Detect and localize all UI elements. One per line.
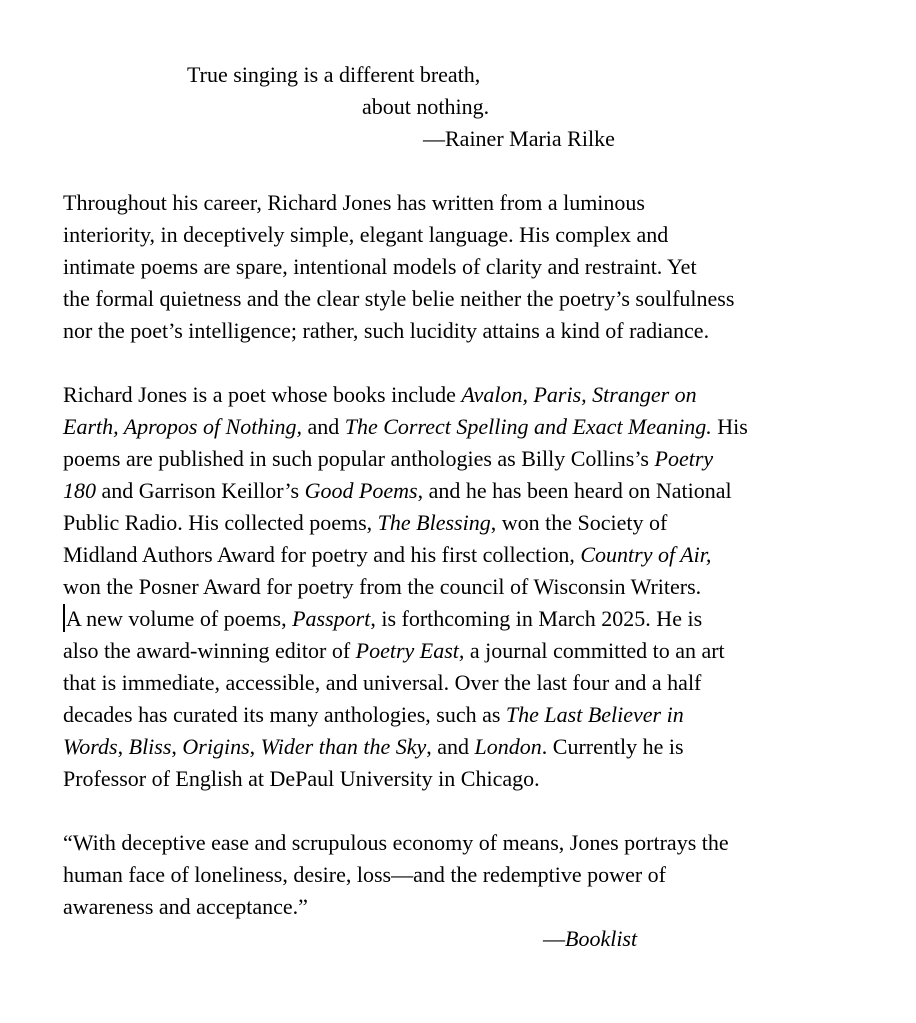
- text-line[interactable]: [63, 315, 888, 347]
- text-line[interactable]: [63, 731, 888, 763]
- text-line[interactable]: [63, 667, 888, 699]
- text-line[interactable]: [63, 187, 888, 219]
- italic-text-segment[interactable]: The Last Believer in: [505, 702, 684, 727]
- text-segment[interactable]: human face of loneliness, desire, loss—and the redemptive power of: [63, 862, 666, 887]
- text-segment[interactable]: Public Radio. His collected poems,: [63, 510, 378, 535]
- text-segment[interactable]: His: [711, 414, 748, 439]
- text-line[interactable]: [63, 827, 888, 859]
- text-segment[interactable]: decades has curated its many anthologies, such as: [63, 702, 506, 727]
- text-segment[interactable]: —Rainer Maria Rilke: [423, 126, 615, 151]
- text-segment[interactable]: a journal committed to an art: [464, 638, 725, 663]
- italic-text-segment[interactable]: Origins: [182, 734, 250, 759]
- text-line[interactable]: [63, 603, 888, 635]
- italic-text-segment[interactable]: Wider than the Sky: [260, 734, 427, 759]
- italic-text-segment[interactable]: Country of Air,: [580, 542, 712, 567]
- text-segment[interactable]: . Currently he is: [541, 734, 684, 759]
- italic-text-segment[interactable]: Earth, Apropos of Nothing,: [63, 414, 302, 439]
- text-line[interactable]: [63, 763, 888, 795]
- text-line[interactable]: [63, 283, 888, 315]
- text-segment[interactable]: awareness and acceptance.”: [63, 894, 308, 919]
- text-line[interactable]: [63, 91, 888, 123]
- text-segment[interactable]: won the Posner Award for poetry from the council of Wisconsin Writers.: [63, 574, 702, 599]
- text-line[interactable]: [63, 571, 888, 603]
- text-line[interactable]: [63, 251, 888, 283]
- text-segment[interactable]: Professor of English at DePaul University in Chicago.: [63, 766, 540, 791]
- text-segment[interactable]: —: [543, 926, 565, 951]
- italic-text-segment[interactable]: London: [474, 734, 542, 759]
- text-segment[interactable]: , is forthcoming in March 2025. He is: [370, 606, 703, 631]
- review-quote[interactable]: [63, 827, 888, 955]
- text-segment[interactable]: ,: [117, 734, 129, 759]
- text-segment[interactable]: True singing is a different breath,: [187, 62, 481, 87]
- text-segment[interactable]: poems are published in such popular anthologies as Billy Collins’s: [63, 446, 655, 471]
- text-segment[interactable]: , won the Society of: [490, 510, 668, 535]
- text-line[interactable]: [63, 59, 888, 91]
- italic-text-segment[interactable]: Poetry East,: [355, 638, 465, 663]
- text-segment[interactable]: ,: [249, 734, 261, 759]
- text-line[interactable]: [63, 891, 888, 923]
- text-segment[interactable]: “With deceptive ease and scrupulous economy of means, Jones portrays the: [63, 830, 729, 855]
- bio-paragraph-1[interactable]: [63, 187, 888, 347]
- text-line[interactable]: [63, 539, 888, 571]
- text-segment[interactable]: Throughout his career, Richard Jones has written from a luminous: [63, 190, 645, 215]
- text-line[interactable]: [63, 859, 888, 891]
- italic-text-segment[interactable]: Bliss: [128, 734, 172, 759]
- text-line[interactable]: [63, 219, 888, 251]
- text-segment[interactable]: Richard Jones is a poet whose books include: [63, 382, 462, 407]
- text-line[interactable]: [63, 411, 888, 443]
- epigraph[interactable]: [63, 59, 888, 155]
- text-line[interactable]: [63, 443, 888, 475]
- italic-text-segment[interactable]: The Blessing: [377, 510, 491, 535]
- text-segment[interactable]: intimate poems are spare, intentional models of clarity and restraint. Yet: [63, 254, 697, 279]
- italic-text-segment[interactable]: Booklist: [565, 926, 638, 951]
- text-segment[interactable]: ,: [171, 734, 183, 759]
- italic-text-segment[interactable]: The Correct Spelling and Exact Meaning.: [344, 414, 712, 439]
- italic-text-segment[interactable]: Avalon, Paris, Stranger on: [461, 382, 697, 407]
- review-attribution[interactable]: [63, 923, 888, 955]
- text-line[interactable]: [63, 475, 888, 507]
- text-segment[interactable]: and: [301, 414, 345, 439]
- text-segment[interactable]: the formal quietness and the clear style belie neither the poetry’s soulfulness: [63, 286, 735, 311]
- text-line[interactable]: [63, 507, 888, 539]
- bio-paragraph-2[interactable]: [63, 379, 888, 795]
- text-line[interactable]: [63, 379, 888, 411]
- text-line[interactable]: [63, 699, 888, 731]
- epigraph-attribution[interactable]: [63, 123, 888, 155]
- text-cursor-caret: [63, 604, 65, 632]
- text-segment[interactable]: interiority, in deceptively simple, elegant language. His complex and: [63, 222, 669, 247]
- text-segment[interactable]: , and: [426, 734, 475, 759]
- text-line[interactable]: [63, 635, 888, 667]
- text-segment[interactable]: A new volume of poems,: [66, 606, 293, 631]
- italic-text-segment[interactable]: Passport: [292, 606, 371, 631]
- text-segment[interactable]: , and he has been heard on National: [417, 478, 732, 503]
- italic-text-segment[interactable]: Words: [63, 734, 118, 759]
- italic-text-segment[interactable]: Poetry: [654, 446, 714, 471]
- italic-text-segment[interactable]: 180: [63, 478, 96, 503]
- text-segment[interactable]: and Garrison Keillor’s: [96, 478, 305, 503]
- text-segment[interactable]: that is immediate, accessible, and universal. Over the last four and a half: [63, 670, 702, 695]
- italic-text-segment[interactable]: Good Poems: [304, 478, 418, 503]
- text-segment[interactable]: Midland Authors Award for poetry and his first collection,: [63, 542, 581, 567]
- text-segment[interactable]: also the award-winning editor of: [63, 638, 356, 663]
- text-segment[interactable]: about nothing.: [362, 94, 490, 119]
- text-segment[interactable]: nor the poet’s intelligence; rather, such lucidity attains a kind of radiance.: [63, 318, 710, 343]
